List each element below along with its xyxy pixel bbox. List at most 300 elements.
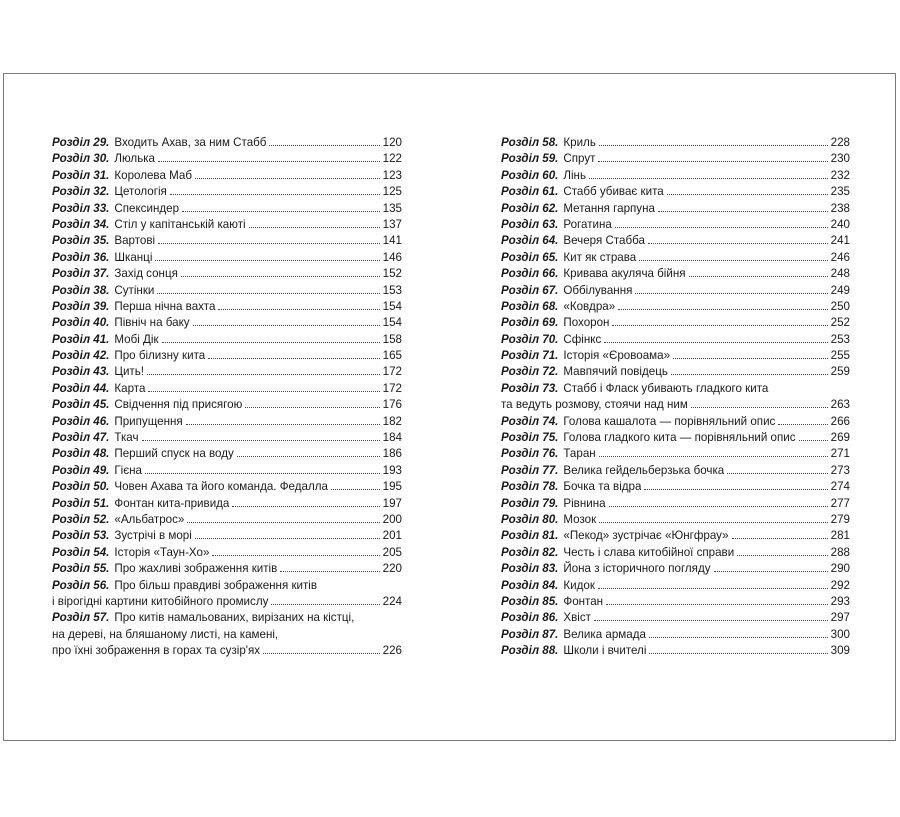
chapter-number: Розділ 60. (501, 168, 559, 182)
chapter-title: Фонтан (563, 594, 604, 608)
toc-entry (52, 299, 402, 315)
page-number: 153 (382, 283, 402, 297)
toc-entry (52, 528, 402, 544)
page-number: 249 (830, 283, 850, 297)
toc-entry (52, 250, 402, 266)
toc-entry (52, 184, 402, 200)
chapter-number: Розділ 78. (501, 480, 559, 494)
toc-entry (52, 479, 402, 495)
chapter-title: Сутінки (114, 283, 155, 297)
chapter-number: Розділ 33. (52, 201, 110, 215)
toc-entry (501, 381, 850, 397)
chapter-number: Розділ 85. (501, 594, 559, 608)
page-number: 224 (382, 594, 402, 608)
chapter-title: Свідчення під присягою (114, 398, 243, 412)
page-number: 184 (382, 431, 402, 445)
dot-leader (263, 653, 380, 654)
dot-leader (193, 325, 380, 326)
toc-entry (52, 627, 402, 643)
chapter-title: Фонтан кита-привида (114, 496, 230, 510)
chapter-number: Розділ 47. (52, 431, 110, 445)
toc-entry (52, 545, 402, 561)
page-number: 146 (382, 250, 402, 264)
chapter-number: Розділ 50. (52, 480, 110, 494)
dot-leader (181, 276, 380, 277)
dot-leader (148, 391, 379, 392)
page-number: 238 (830, 201, 850, 215)
page-number: 300 (830, 627, 850, 641)
chapter-title: Йона з історичного погляду (563, 562, 711, 576)
chapter-number: Розділ 48. (52, 447, 110, 461)
toc-entry (501, 545, 850, 561)
chapter-title: Лінь (563, 168, 587, 182)
chapter-title: Про білизну кита (114, 349, 206, 363)
toc-entry (52, 463, 402, 479)
page-number: 193 (382, 463, 402, 477)
chapter-number: Розділ 86. (501, 611, 559, 625)
page-number: 158 (382, 332, 402, 346)
chapter-title: Похорон (563, 316, 610, 330)
toc-entry (52, 610, 402, 626)
page-number: 279 (830, 512, 850, 526)
chapter-number: Розділ 42. (52, 349, 110, 363)
chapter-title: Перший спуск на воду (114, 447, 234, 461)
toc-entry (501, 430, 850, 446)
chapter-number: Розділ 61. (501, 185, 559, 199)
toc-entry (52, 397, 402, 413)
chapter-title: Оббілування (563, 283, 633, 297)
dot-leader (732, 538, 828, 539)
page-number: 201 (382, 529, 402, 543)
toc-entry (52, 168, 402, 184)
chapter-title: Кит як страва (563, 250, 637, 264)
chapter-title: «Ковдра» (563, 299, 616, 313)
page-number: 255 (830, 349, 850, 363)
toc-entry (501, 184, 850, 200)
toc-entry (501, 250, 850, 266)
dot-leader (737, 555, 827, 556)
dot-leader (658, 211, 828, 212)
toc-entry (501, 315, 850, 331)
chapter-title: Мозок (563, 512, 597, 526)
page-number: 200 (382, 512, 402, 526)
dot-leader (799, 440, 828, 441)
chapter-number: Розділ 56. (52, 578, 110, 592)
chapter-title: Спрут (563, 152, 596, 166)
chapter-title: Метання гарпуна (563, 201, 655, 215)
chapter-title: Рогатина (563, 217, 612, 231)
toc-entry (501, 135, 850, 151)
chapter-number: Розділ 69. (501, 316, 559, 330)
chapter-title: Велика армада (563, 627, 646, 641)
page-number: 271 (830, 447, 850, 461)
chapter-number: Розділ 43. (52, 365, 110, 379)
chapter-number: Розділ 77. (501, 463, 559, 477)
chapter-number: Розділ 64. (501, 234, 559, 248)
toc-entry (501, 168, 850, 184)
page-number: 259 (830, 365, 850, 379)
page-number: 123 (382, 168, 402, 182)
toc-entry (501, 233, 850, 249)
page-number: 165 (382, 349, 402, 363)
dot-leader (187, 522, 379, 523)
chapter-number: Розділ 51. (52, 496, 110, 510)
chapter-number: Розділ 52. (52, 512, 110, 526)
toc-entry (52, 594, 402, 610)
chapter-number: Розділ 67. (501, 283, 559, 297)
dot-leader (158, 161, 380, 162)
page-number: 274 (830, 480, 850, 494)
chapter-title: Карта (114, 381, 146, 395)
page-number: 248 (830, 267, 850, 281)
page-number: 252 (830, 316, 850, 330)
toc-entry (501, 217, 850, 233)
chapter-title: на дереві, на бляшаному листі, на камені, (52, 627, 279, 641)
dot-leader (218, 309, 379, 310)
chapter-title: Голова гладкого кита — порівняльний опис (563, 431, 796, 445)
toc-entry (52, 266, 402, 282)
toc-entry (52, 446, 402, 462)
page-number: 250 (830, 299, 850, 313)
chapter-title: та ведуть розмову, стоячи над ним (501, 398, 688, 412)
dot-leader (157, 293, 379, 294)
toc-entry (501, 397, 850, 413)
dot-leader (689, 276, 828, 277)
toc-entry (501, 364, 850, 380)
chapter-title: Ткач (114, 431, 139, 445)
dot-leader (727, 473, 827, 474)
chapter-number: Розділ 84. (501, 578, 559, 592)
chapter-number: Розділ 70. (501, 332, 559, 346)
chapter-title: Вечеря Стабба (563, 234, 645, 248)
chapter-number: Розділ 80. (501, 512, 559, 526)
dot-leader (599, 456, 828, 457)
page-number: 277 (830, 496, 850, 510)
toc-entry (501, 201, 850, 217)
chapter-number: Розділ 71. (501, 349, 559, 363)
chapter-number: Розділ 45. (52, 398, 110, 412)
chapter-number: Розділ 65. (501, 250, 559, 264)
chapter-number: Розділ 63. (501, 217, 559, 231)
toc-entry (501, 414, 850, 430)
chapter-title: Цетологія (114, 185, 167, 199)
page-number: 197 (382, 496, 402, 510)
toc-entry (501, 266, 850, 282)
dot-leader (671, 374, 828, 375)
page-number: 290 (830, 562, 850, 576)
dot-leader (331, 489, 380, 490)
toc-entry (52, 414, 402, 430)
chapter-number: Розділ 46. (52, 414, 110, 428)
toc-entry (52, 381, 402, 397)
chapter-title: Мобі Дік (114, 332, 159, 346)
toc-entry (52, 201, 402, 217)
dot-leader (639, 260, 827, 261)
toc-left-column (52, 135, 402, 660)
page-number: 186 (382, 447, 402, 461)
chapter-number: Розділ 36. (52, 250, 110, 264)
chapter-number: Розділ 39. (52, 299, 110, 313)
chapter-title: Вартові (114, 234, 156, 248)
toc-entry (501, 299, 850, 315)
page-number: 232 (830, 168, 850, 182)
chapter-number: Розділ 44. (52, 381, 110, 395)
page-number: 120 (382, 136, 402, 149)
dot-leader (644, 489, 827, 490)
chapter-title: Човен Ахава та його команда. Федалла (114, 480, 328, 494)
page-number: 154 (382, 299, 402, 313)
chapter-number: Розділ 31. (52, 168, 110, 182)
dot-leader (604, 342, 827, 343)
chapter-title: Кидок (563, 578, 595, 592)
chapter-number: Розділ 75. (501, 431, 559, 445)
page-number: 309 (830, 644, 850, 658)
dot-leader (195, 178, 380, 179)
dot-leader (186, 424, 380, 425)
chapter-number: Розділ 49. (52, 463, 110, 477)
chapter-number: Розділ 79. (501, 496, 559, 510)
chapter-title: Спексиндер (114, 201, 180, 215)
chapter-title: Перша нічна вахта (114, 299, 216, 313)
chapter-number: Розділ 72. (501, 365, 559, 379)
chapter-title: Входить Ахав, за ним Стабб (114, 136, 267, 149)
page-number: 241 (830, 234, 850, 248)
chapter-title: Честь і слава китобійної справи (563, 545, 735, 559)
chapter-title: Школи і вчителі (563, 644, 647, 658)
chapter-number: Розділ 34. (52, 217, 110, 231)
page-number: 228 (830, 136, 850, 149)
toc-entry (501, 479, 850, 495)
chapter-number: Розділ 88. (501, 644, 559, 658)
chapter-title: Сфінкс (563, 332, 602, 346)
chapter-number: Розділ 59. (501, 152, 559, 166)
toc-entry (501, 610, 850, 626)
dot-leader (147, 374, 380, 375)
toc-entry (52, 578, 402, 594)
page-number: 176 (382, 398, 402, 412)
chapter-title: Припущення (114, 414, 183, 428)
chapter-title: Стіл у капітанській каюті (114, 217, 246, 231)
page-number: 273 (830, 463, 850, 477)
chapter-number: Розділ 29. (52, 136, 110, 149)
chapter-number: Розділ 62. (501, 201, 559, 215)
page-number: 292 (830, 578, 850, 592)
dot-leader (598, 161, 827, 162)
dot-leader (612, 325, 827, 326)
dot-leader (182, 211, 380, 212)
chapter-title: Бочка та відра (563, 480, 642, 494)
page-number: 195 (382, 480, 402, 494)
dot-leader (618, 309, 827, 310)
toc-entry (501, 463, 850, 479)
dot-leader (145, 473, 380, 474)
page-number: 125 (382, 185, 402, 199)
page-number: 230 (830, 152, 850, 166)
dot-leader (606, 604, 828, 605)
chapter-title: Мавпячий повідець (563, 365, 668, 379)
toc-entry (501, 283, 850, 299)
chapter-number: Розділ 87. (501, 627, 559, 641)
dot-leader (649, 653, 827, 654)
chapter-title: Таран (563, 447, 596, 461)
page-number: 226 (382, 644, 402, 658)
chapter-number: Розділ 37. (52, 267, 110, 281)
chapter-number: Розділ 41. (52, 332, 110, 346)
dot-leader (155, 260, 379, 261)
dot-leader (714, 571, 828, 572)
page-number: 122 (382, 152, 402, 166)
toc-entry (52, 217, 402, 233)
chapter-title: Шканці (114, 250, 153, 264)
dot-leader (245, 407, 379, 408)
chapter-title: Кривава акуляча бійня (563, 267, 686, 281)
dot-leader (237, 456, 380, 457)
chapter-title: Північ на баку (114, 316, 190, 330)
dot-leader (635, 293, 827, 294)
chapter-number: Розділ 83. (501, 562, 559, 576)
dot-leader (691, 407, 828, 408)
chapter-title: Рівнина (563, 496, 606, 510)
toc-entry (501, 348, 850, 364)
toc-entry (52, 496, 402, 512)
chapter-title: Стабб і Фласк убивають гладкого кита (563, 381, 769, 395)
toc-entry (501, 512, 850, 528)
dot-leader (648, 243, 828, 244)
toc-entry (52, 561, 402, 577)
toc-entry (52, 151, 402, 167)
chapter-number: Розділ 66. (501, 267, 559, 281)
chapter-title: Гієна (114, 463, 142, 477)
toc-entry (501, 151, 850, 167)
chapter-title: Зустрічі в морі (114, 529, 192, 543)
dot-leader (649, 637, 828, 638)
chapter-title: Стабб убиває кита (563, 185, 664, 199)
chapter-title: Про жахливі зображення китів (114, 562, 278, 576)
chapter-number: Розділ 55. (52, 562, 110, 576)
chapter-number: Розділ 54. (52, 545, 110, 559)
toc-entry (52, 512, 402, 528)
chapter-title: Королева Маб (114, 168, 193, 182)
chapter-title: Криль (563, 136, 596, 149)
chapter-title: Люлька (114, 152, 156, 166)
toc-entry (52, 332, 402, 348)
dot-leader (195, 538, 380, 539)
chapter-title: Хвіст (563, 611, 591, 625)
page-number: 220 (382, 562, 402, 576)
toc-entry (52, 643, 402, 659)
chapter-title: Про більш правдиві зображення китів (114, 578, 318, 592)
dot-leader (142, 440, 380, 441)
chapter-title: Цить! (114, 365, 144, 379)
chapter-number: Розділ 74. (501, 414, 559, 428)
dot-leader (598, 588, 828, 589)
chapter-title: «Альбатрос» (114, 512, 185, 526)
chapter-title: «Пекод» зустрічає «Юнгфрау» (563, 529, 729, 543)
toc-entry (52, 315, 402, 331)
chapter-title: Захід сонця (114, 267, 178, 281)
dot-leader (594, 620, 828, 621)
toc-entry (501, 594, 850, 610)
page-number: 137 (382, 217, 402, 231)
page-number: 293 (830, 594, 850, 608)
book-spread (3, 73, 896, 741)
toc-entry (52, 348, 402, 364)
chapter-number: Розділ 30. (52, 152, 110, 166)
page-number: 266 (830, 414, 850, 428)
toc-right-column (501, 135, 850, 660)
dot-leader (615, 227, 828, 228)
dot-leader (269, 145, 379, 146)
dot-leader (589, 178, 828, 179)
page-number: 141 (382, 234, 402, 248)
toc-entry (501, 496, 850, 512)
chapter-title: і вірогідні картини китобійного промислу (52, 594, 269, 608)
dot-leader (271, 604, 379, 605)
toc-entry (52, 364, 402, 380)
chapter-number: Розділ 82. (501, 545, 559, 559)
chapter-number: Розділ 58. (501, 136, 559, 149)
chapter-title: Голова кашалота — порівняльний опис (563, 414, 776, 428)
dot-leader (162, 342, 380, 343)
dot-leader (599, 522, 827, 523)
chapter-title: про їхні зображення в горах та сузір'ях (52, 644, 261, 658)
page-number: 263 (830, 398, 850, 412)
dot-leader (609, 506, 828, 507)
dot-leader (667, 194, 828, 195)
page-number: 235 (830, 185, 850, 199)
toc-entry (501, 528, 850, 544)
chapter-title: Історія «Єровоама» (563, 349, 671, 363)
chapter-number: Розділ 76. (501, 447, 559, 461)
chapter-number: Розділ 57. (52, 611, 110, 625)
chapter-number: Розділ 73. (501, 381, 559, 395)
chapter-title: Велика гейдельберзька бочка (563, 463, 725, 477)
page-number: 172 (382, 381, 402, 395)
dot-leader (170, 194, 380, 195)
dot-leader (778, 424, 827, 425)
page-number: 281 (830, 529, 850, 543)
page-number: 154 (382, 316, 402, 330)
dot-leader (232, 506, 379, 507)
page-number: 269 (830, 431, 850, 445)
page-number: 288 (830, 545, 850, 559)
dot-leader (212, 555, 379, 556)
page-number: 246 (830, 250, 850, 264)
page-number: 182 (382, 414, 402, 428)
dot-leader (158, 243, 380, 244)
toc-entry (501, 446, 850, 462)
chapter-number: Розділ 38. (52, 283, 110, 297)
dot-leader (280, 571, 379, 572)
chapter-number: Розділ 53. (52, 529, 110, 543)
toc-entry (52, 233, 402, 249)
dot-leader (208, 358, 379, 359)
chapter-number: Розділ 40. (52, 316, 110, 330)
toc-entry (501, 643, 850, 659)
chapter-number: Розділ 68. (501, 299, 559, 313)
toc-entry (52, 135, 402, 151)
toc-entry (501, 332, 850, 348)
toc-entry (501, 578, 850, 594)
toc-entry (501, 561, 850, 577)
page-number: 240 (830, 217, 850, 231)
page-number: 253 (830, 332, 850, 346)
toc-entry (52, 283, 402, 299)
page-number: 152 (382, 267, 402, 281)
chapter-number: Розділ 35. (52, 234, 110, 248)
dot-leader (599, 145, 828, 146)
page-number: 205 (382, 545, 402, 559)
